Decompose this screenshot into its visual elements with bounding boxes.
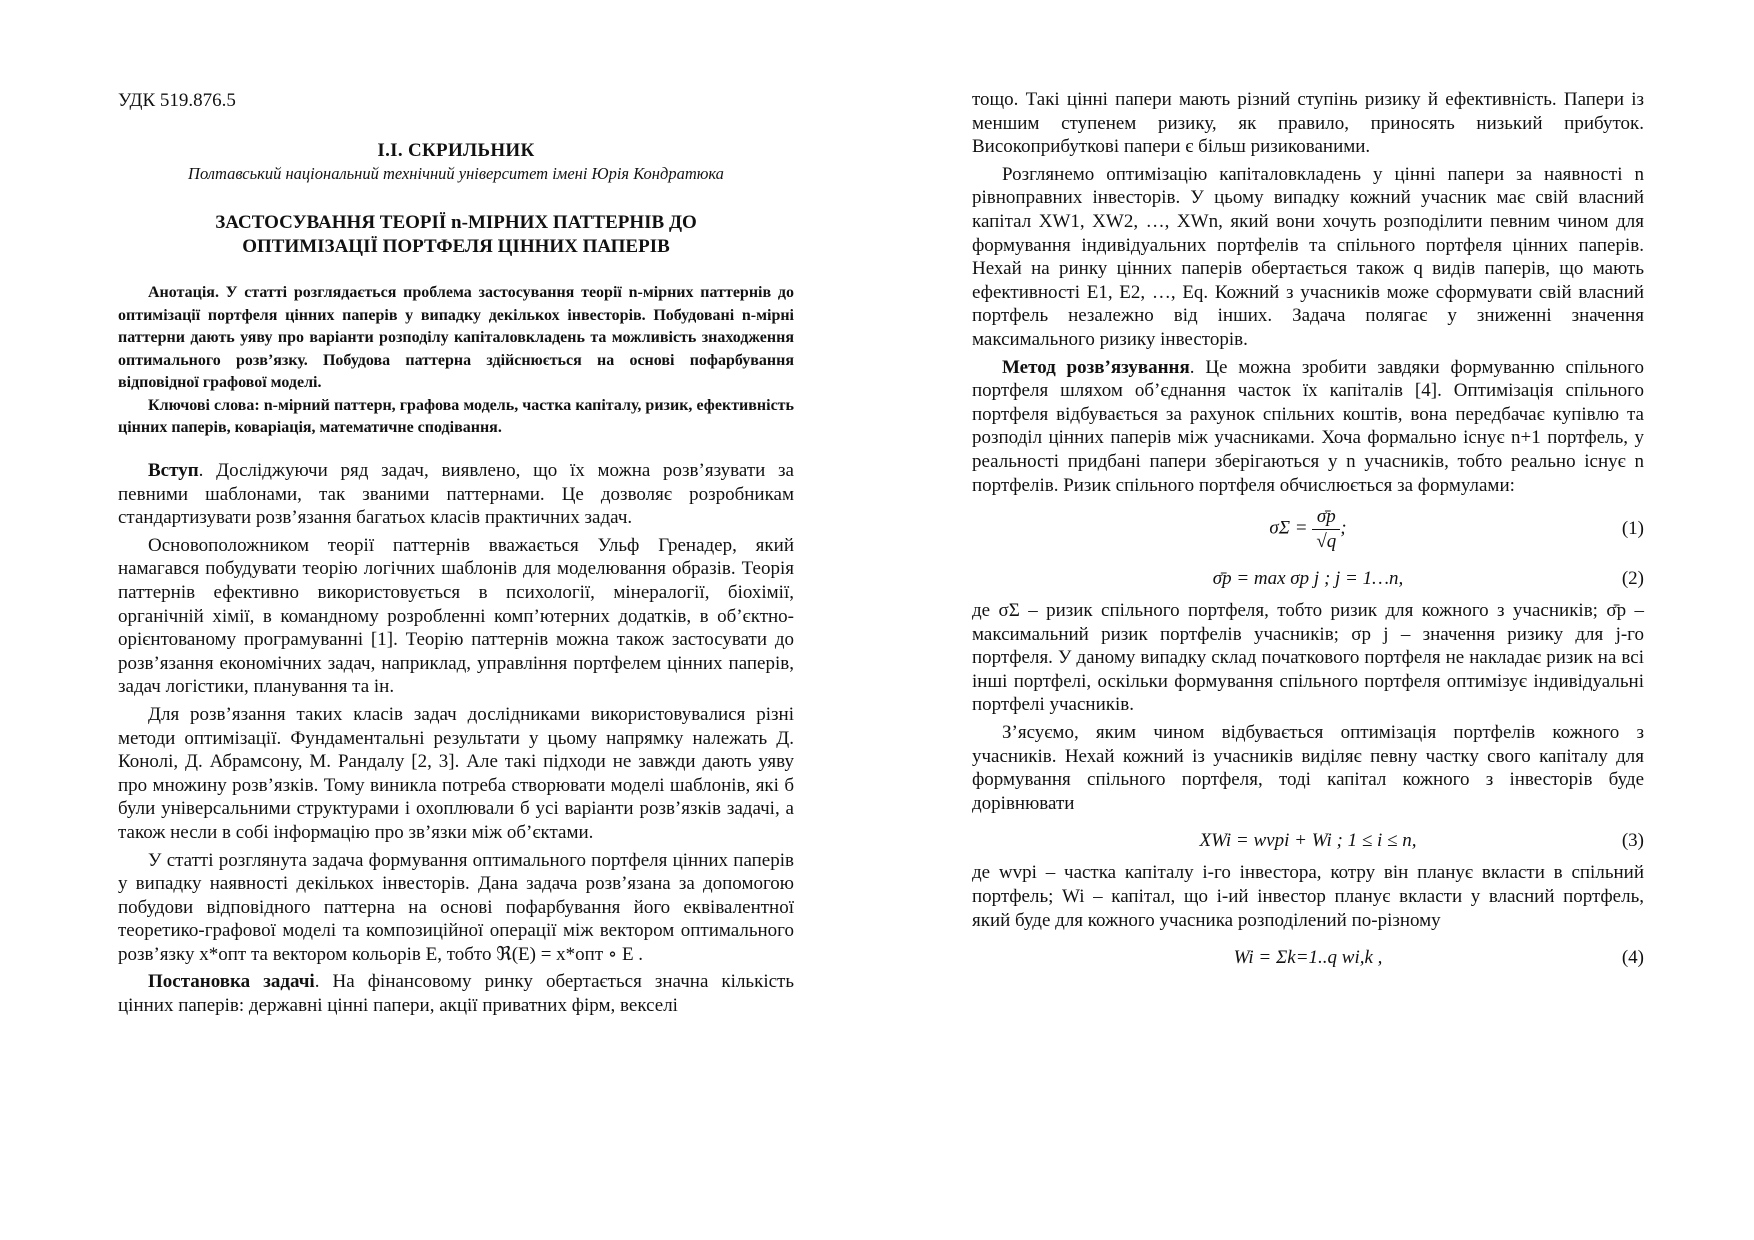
method-heading: Метод розв’язування [1002,356,1190,378]
eq3-number: (3) [1621,830,1644,852]
equation-3 [972,819,1644,861]
right-paragraph-1: тощо. Такі цінні папери мають різний ступінь ризику й ефективність. Папери із меншим ступенем ризику, як правило, приносять низький прибуток. Високоприбуткові папери є більш ризикованими. [972,89,1644,158]
eq3-expression: XWi = wvpi + Wi ; 1 ≤ i ≤ n, [1199,830,1417,852]
eq1-tail: ; [1340,517,1347,539]
eq1-fraction [1312,505,1340,553]
udc-code: УДК 519.876.5 [118,90,236,111]
eq4-expression: Wi = Σk=1..q wi,k , [1233,947,1383,969]
paragraph-3: Для розв’язання таких класів задач дослідниками використовувалися різні методи оптимізації. Фундаментальні результати у цьому напрямку належать Д. Конолі, Д. Абрамсону, М. Рандалу [2, 3]. Але такі підходи не завжди дають уяву про множину розв’язків. Тому виникла потреба створювати моделі шаблонів, які б були універсальними структурами і охоплювали б усі варіанти розв’язків задачі, а також несли в собі інформацію про зв’язки між об’єктами. [118,703,794,843]
eq1-denominator: √q [1316,530,1337,552]
right-page [972,0,1644,1240]
equation-2 [972,557,1644,599]
method-text: . Це можна зробити завдяки формуванню спільного портфеля шляхом об’єднання часток їх капіталів [4]. Оптимізація спільного портфеля відбувається за рахунок спільних коштів, вона передбачає купівлю та розподіл цінних паперів між учасниками. Хоча формально існує n+1 портфель, у реальності придбані папери зберігаються у n учасників, тобто реально існує n портфелів. Ризик спільного портфеля обчислюється за формулами: [972,356,1644,496]
method-paragraph [972,356,1644,498]
right-body-text [972,88,1644,978]
problem-heading: Постановка задачі [148,971,315,993]
intro-paragraph [118,459,794,530]
keywords-text: Ключові слова: n-мірний паттерн, графова модель, частка капіталу, ризик, ефективність цінних паперів, коваріація, математичне сподівання. [118,396,794,436]
intro-text: . Досліджуючи ряд задач, виявлено, що їх можна розв’язувати за певними шаблонами, так званими паттернами. Це дозволяє розробникам стандартизувати розв’язання багатьох класів практичних задач. [118,460,794,529]
right-paragraph-2: Розглянемо оптимізацію капіталовкладень у цінні папери за наявності n рівноправних інвесторів. У цьому випадку кожний учасник має свій власний капітал XW1, XW2, …, XWn, який вони хочуть розподілити певним чином для формування індивідуальних портфелів та спільного портфеля цінних паперів. Нехай на ринку цінних паперів обертається також q видів паперів, що мають ефективності E1, E2, …, Eq. Кожний з учасників може сформувати свій власний портфель незалежно від інших. Задача полягає у зниженні значення максимального ризику інвесторів. [972,163,1644,350]
abstract-block [118,282,794,440]
eq2-expression: σ̄p = max σp j ; j = 1…n, [1212,568,1404,590]
right-paragraph-4: З’ясуємо, яким чином відбувається оптимізація портфелів кожного з учасників. Нехай кожний із учасників виділяє певну частку свого капіталу для формування спільного портфеля, тоді капітал кожного з інвесторів буде дорівнювати [972,722,1644,814]
equation-1 [972,501,1644,557]
problem-paragraph [118,970,794,1017]
paragraph-4: У статті розглянута задача формування оптимального портфеля цінних паперів у випадку наявності декількох інвесторів. Дана задача розв’язана за допомогою побудови відповідного паттерна на основі пофарбування його еквівалентної теоретико-графової моделі та композиційної операції між вектором оптимального розв’язку x*опт та вектором кольорів E, тобто ℜ(E) = x*опт ∘ E . [118,849,794,965]
eq1-lhs: σΣ = [1269,517,1308,539]
intro-heading: Вступ [148,460,199,481]
eq2-number: (2) [1621,568,1644,590]
eq4-number: (4) [1621,947,1644,969]
paragraph-2: Основоположником теорії паттернів вважається Ульф Гренадер, який намагався побудувати теорію логічних шаблонів для моделювання образів. Теорія паттернів ефективно використовується в психології, мінералогії, біохімії, органічній хімії, в командному розробленні комп’ютерних додатків, в об’єктно-орієнтованому програмуванні [1]. Теорію паттернів можна також застосувати до розв’язання економічних задач, наприклад, управління портфелем цінних паперів, задач логістики, планування та ін. [118,534,794,698]
right-paragraph-3: де σΣ – ризик спільного портфеля, тобто ризик для кожного з учасників; σ̄p – максимальний ризик портфелів учасників; σp j – значення ризику для j-го портфеля. У даному випадку склад початкового портфеля не накладає ризик на всі інші портфелі, оскільки формування спільного портфеля оптимізує індивідуальні портфелі учасників. [972,600,1644,716]
author-name: І.І. СКРИЛЬНИК [377,140,535,161]
article-title [118,211,794,259]
title-line-1: ЗАСТОСУВАННЯ ТЕОРІЇ n-МІРНИХ ПАТТЕРНІВ ДО [215,212,697,233]
left-body-text [118,459,794,1022]
left-page [118,0,794,1240]
problem-text: . На фінансовому ринку обертається значна кількість цінних паперів: державні цінні папери, акції приватних фірм, векселі [118,971,794,1017]
right-paragraph-5: де wvpi – частка капіталу і-го інвестора, котру він планує вкласти в спільний портфель; Wi – капітал, що і-ий інвестор планує вкласти у власний портфель, який буде для кожного учасника розподілений по-різному [972,862,1644,931]
abstract-text: Анотація. У статті розглядається проблема застосування теорії n-мірних паттернів до оптимізації портфеля цінних паперів у випадку декількох інвесторів. Побудовані n-мірні паттерни дають уяву про варіанти розподілу капіталовкладень та можливість знаходження оптимального розв’язку. Побудова паттерна здійснюється на основі пофарбування відповідної графової моделі. [118,284,794,391]
author-affiliation: Полтавський національний технічний університет імені Юрія Кондратюка [188,164,724,183]
eq1-number: (1) [1621,518,1644,540]
title-line-2: ОПТИМІЗАЦІЇ ПОРТФЕЛЯ ЦІННИХ ПАПЕРІВ [242,236,670,257]
eq1-numerator: σ̄p [1312,505,1340,530]
equation-4 [972,936,1644,978]
